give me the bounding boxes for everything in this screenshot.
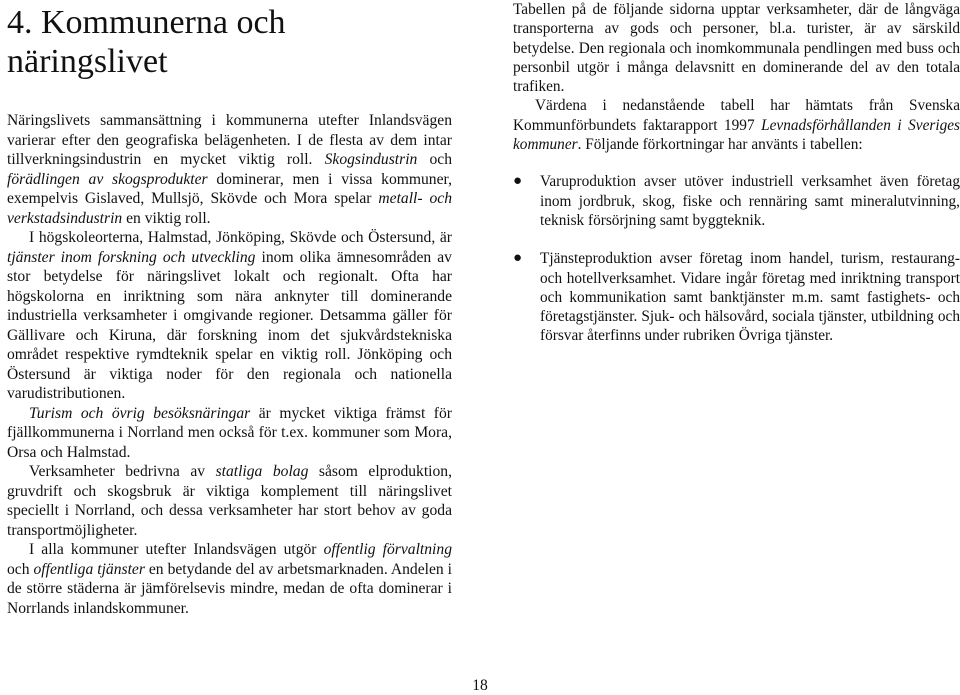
list-item bbox=[513, 172, 960, 230]
emphasis-text: förädlingen av skogsprodukter bbox=[7, 170, 208, 188]
emphasis-text: Levnadsförhållanden i Sveriges kommuner bbox=[513, 116, 960, 154]
right-column bbox=[513, 0, 960, 365]
paragraph-industry bbox=[7, 111, 452, 228]
list-item-text: Tjänsteproduktion avser företag inom handel, turism, restaurang- och hotellverksamhet. Vidare ingår företag med inriktning transport och kommunikation samt banktjänster m.m. samt fastighets- och företagstjänster. Sjuk- och hälsovård, sociala tjänster, utbildning och försvar återfinns under rubriken Övriga tjänster. bbox=[540, 250, 960, 345]
emphasis-text: tjänster inom forskning och utveckling bbox=[7, 248, 256, 266]
text-run: och bbox=[7, 560, 34, 578]
emphasis-text: Skogsindustrin bbox=[324, 151, 418, 168]
paragraph-public-sector bbox=[7, 540, 452, 618]
paragraph-universities bbox=[7, 228, 452, 404]
text-run: Värdena i nedanstående tabell har hämtats från Svenska Kommunförbundets faktarapport 1997 bbox=[513, 97, 960, 134]
paragraph-source bbox=[513, 96, 960, 154]
abbreviation-list bbox=[513, 172, 960, 345]
text-run: Verksamheter bedrivna av bbox=[29, 463, 216, 480]
list-item bbox=[513, 249, 960, 345]
bullet-icon: ● bbox=[513, 173, 523, 190]
emphasis-text: metall- och verkstadsindustrin bbox=[7, 190, 452, 227]
page-number: 18 bbox=[472, 677, 488, 694]
text-run: . Följande förkortningar har använts i tabellen: bbox=[577, 136, 863, 154]
text-run: en betydande del av arbetsmarknaden. Andelen i de större städerna är jämförelsevis mindre, medan de ofta dominerar i Norrlands inlandskommuner. bbox=[7, 560, 453, 617]
paragraph-tourism bbox=[7, 404, 452, 463]
paragraph-table-intro bbox=[513, 0, 960, 96]
text-run: en viktig roll. bbox=[122, 209, 211, 227]
chapter-heading: 4. Kommunerna och näringslivet bbox=[7, 4, 286, 80]
text-run: Näringslivets sammansättning i kommunerna utefter Inlandsvägen varierar efter den geografiska belägenheten. I de flesta av dem intar tillverkningsindustrin en mycket viktig roll. bbox=[7, 112, 452, 168]
emphasis-text: statliga bolag bbox=[215, 463, 309, 480]
text-run: I alla kommuner utefter Inlandsvägen utgör bbox=[29, 541, 324, 558]
emphasis-text: offentlig förvaltning bbox=[323, 541, 452, 558]
bullet-icon: ● bbox=[513, 250, 523, 267]
emphasis-text: offentliga tjänster bbox=[33, 560, 145, 578]
text-run: Tabellen på de följande sidorna upptar verksamheter, där de långväga transporterna av gods och personer, bl.a. turister, är av särskild betydelse. Den regionala och inomkommunala pendlingen med buss och personbil utgör i många delavsnitt en dominerande del av den totala trafiken. bbox=[513, 1, 960, 96]
paragraph-state-companies bbox=[7, 462, 452, 540]
text-run: såsom elproduktion, gruvdrift och skogsbruk är viktiga komplement till näringslivet speciellt i Norrland, och dessa verksamheter har stort behov av goda transportmöjligheter. bbox=[7, 463, 452, 539]
text-run: och bbox=[417, 151, 452, 168]
text-run: är mycket viktiga främst för fjällkommunerna i Norrland men också för t.ex. kommuner som Mora, Orsa och Halmstad. bbox=[7, 404, 452, 461]
left-column bbox=[7, 0, 452, 618]
text-run: dominerar, men i vissa kommuner, exempelvis Gislaved, Mullsjö, Skövde och Mora spelar bbox=[7, 170, 452, 207]
text-run: inom olika ämnesområden av stor betydelse för näringslivet lokalt och regionalt. Ofta har högskolorna en inriktning som nära anknyter till dominerande industriella verksamheter i omgivande regioner. Detsamma gäller för Gällivare och Kiruna, där forskning inom det sjukvårdstekniska området respektive rymdteknik spelar en viktig roll. Jönköping och Östersund är viktiga noder för den regionala och nationella varudistributionen. bbox=[7, 248, 452, 402]
text-run: I högskoleorterna, Halmstad, Jönköping, Skövde och Östersund, är bbox=[29, 229, 452, 246]
emphasis-text: Turism och övrig besöksnäringar bbox=[29, 404, 251, 422]
list-item-text: Varuproduktion avser utöver industriell verksamhet även företag inom jordbruk, skog, fiske och rennäring samt mineralutvinning, teknisk försörjning samt byggteknik. bbox=[540, 173, 960, 229]
